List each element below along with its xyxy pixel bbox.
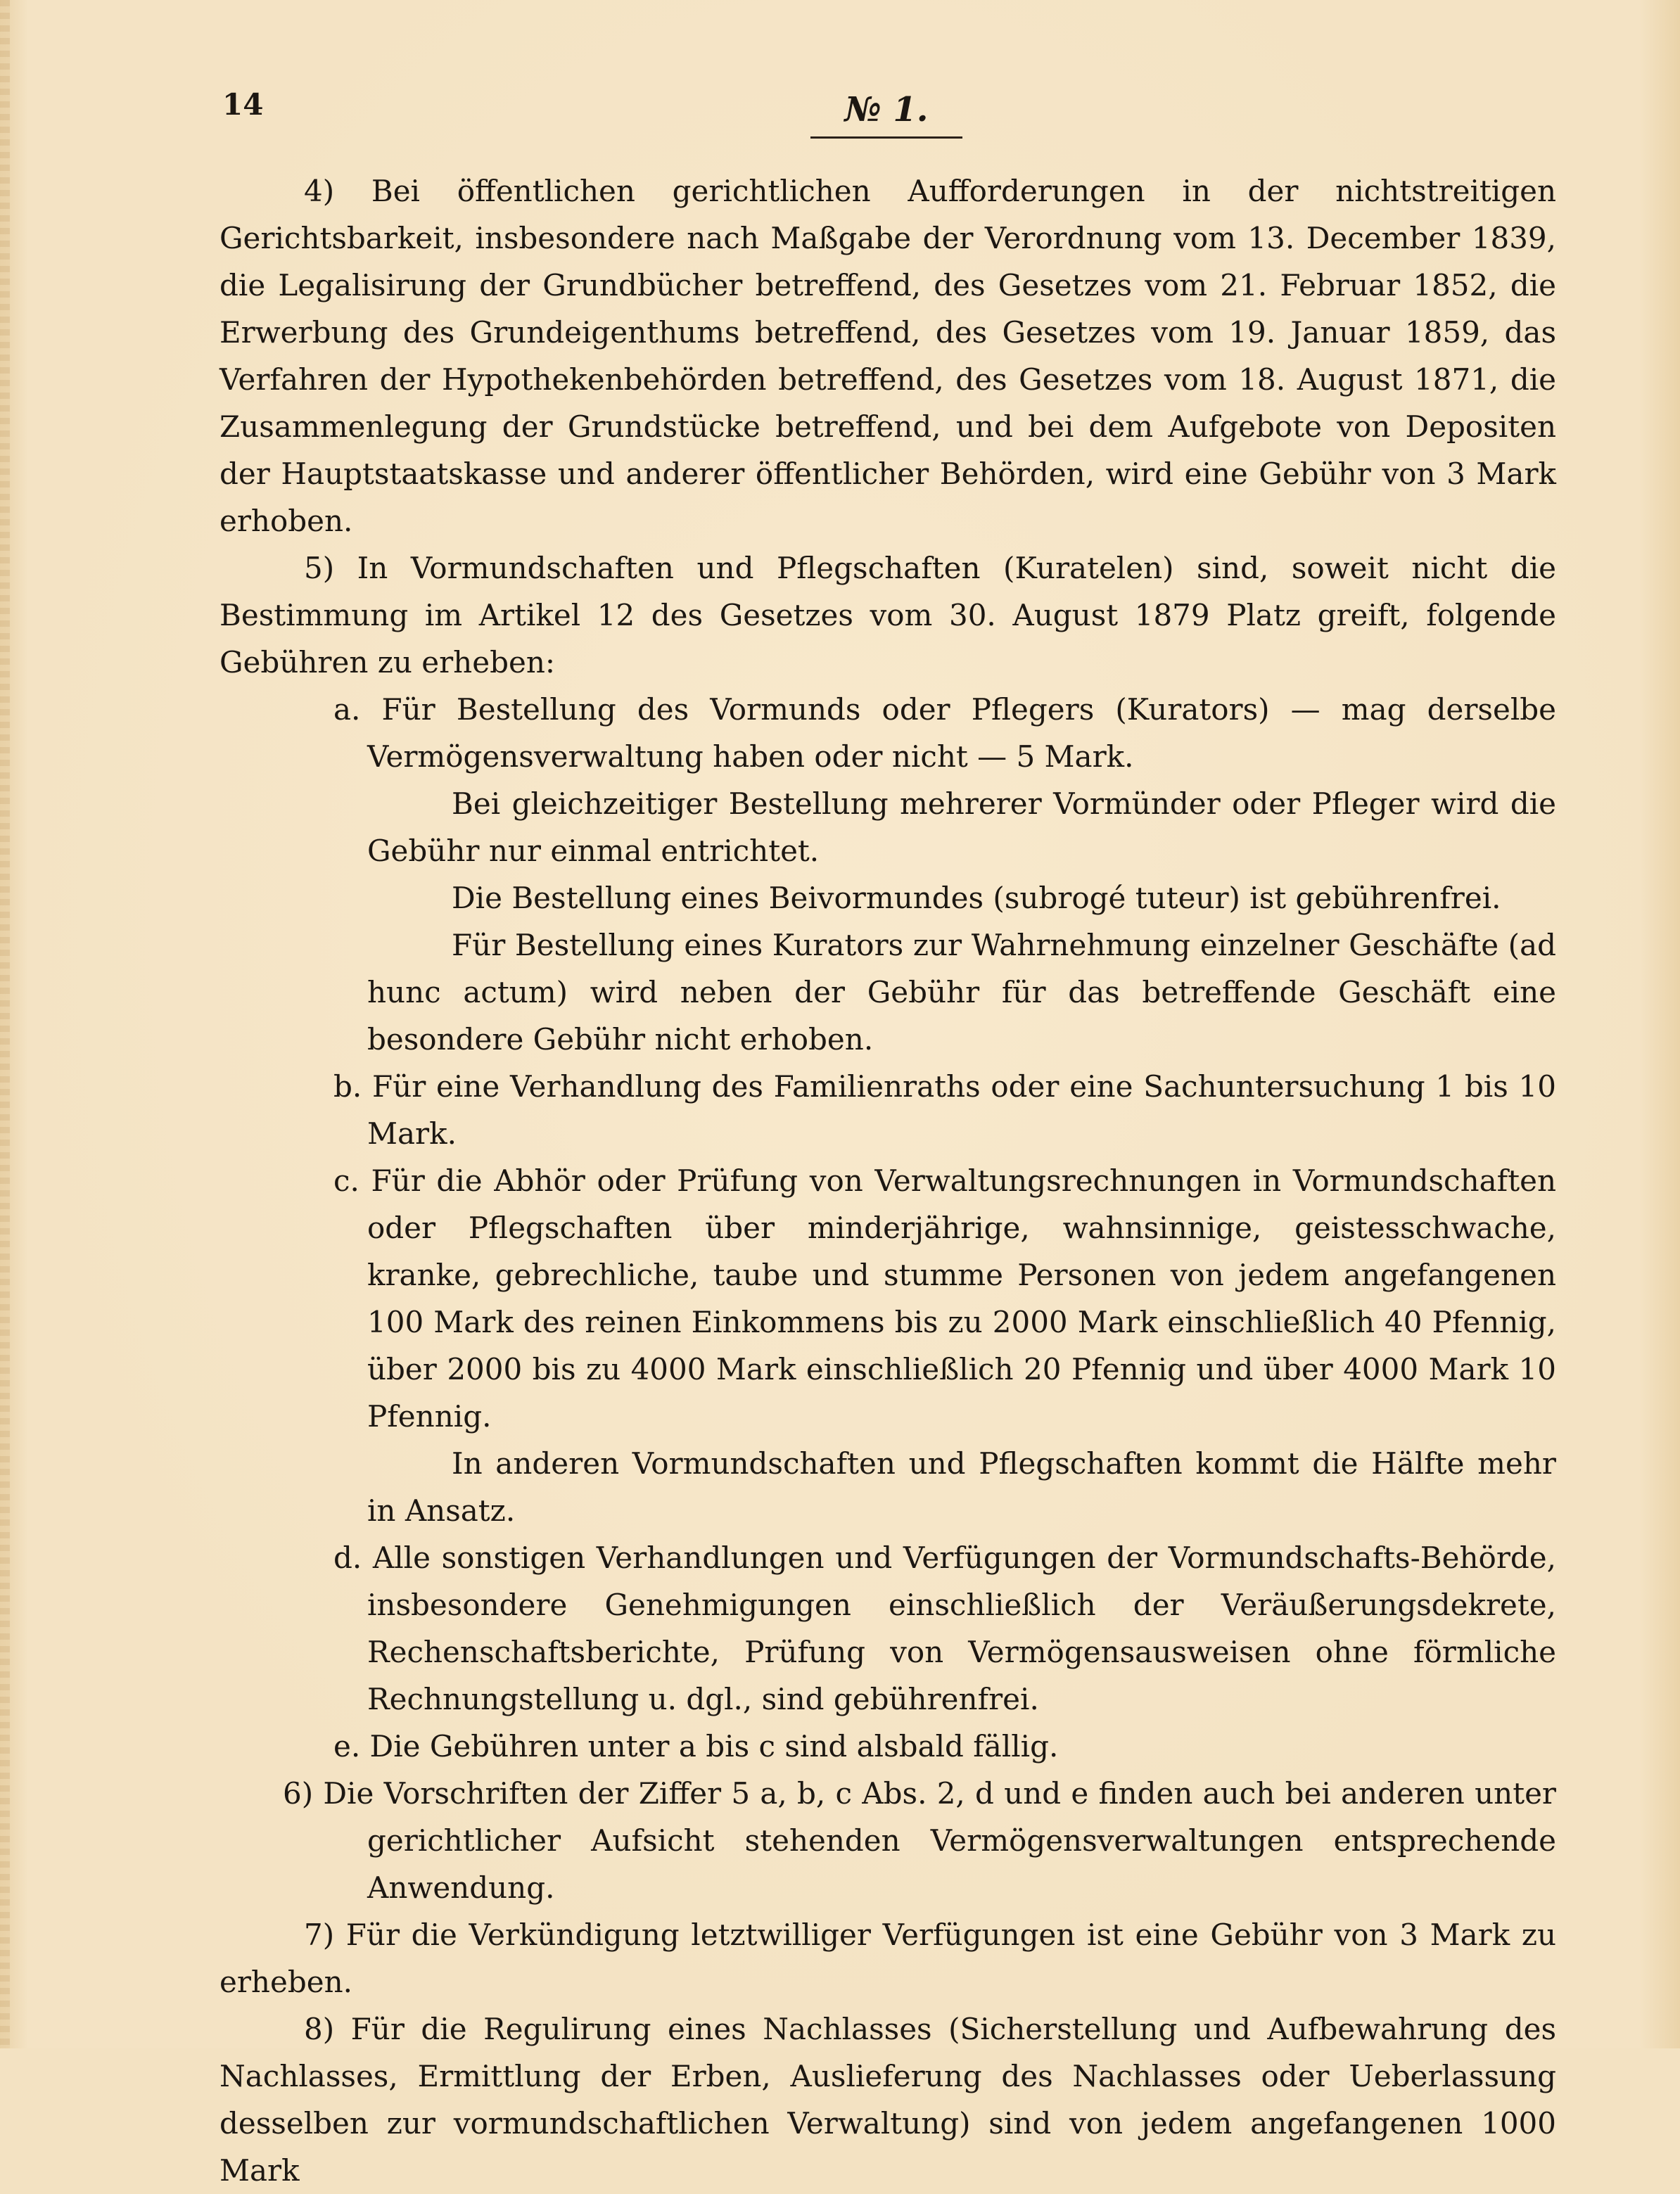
paragraph-6: 6) Die Vorschriften der Ziffer 5 a, b, c Abs. 2, d und e finden auch bei anderen unter gerichtlicher Aufsicht stehenden Vermögensverwaltungen entsprechende Anwendung. — [283, 1776, 1556, 1905]
issue-number: № 1. — [844, 90, 929, 129]
item-a-note-2: Die Bestellung eines Beivormundes (subrogé tuteur) ist gebührenfrei. — [452, 881, 1501, 915]
document-body — [219, 167, 1556, 2194]
item-b: b. Für eine Verhandlung des Familienraths oder eine Sachuntersuchung 1 bis 10 Mark. — [333, 1069, 1556, 1151]
item-e: e. Die Gebühren unter a bis c sind alsbald fällig. — [333, 1729, 1059, 1764]
item-c: c. Für die Abhör oder Prüfung von Verwaltungsrechnungen in Vormundschaften oder Pflegschaften über minderjährige, wahnsinnige, geistesschwache, kranke, gebrechliche, taube und stumme Personen von jedem angefangenen 100 Mark des reinen Einkommens bis zu 2000 Mark einschließlich 40 Pfennig, über 2000 bis zu 4000 Mark einschließlich 20 Pfennig und über 4000 Mark 10 Pfennig. — [333, 1163, 1556, 1434]
page-number: 14 — [222, 87, 264, 122]
header-underline — [810, 136, 962, 139]
paragraph-7: 7) Für die Verkündigung letztwilliger Verfügungen ist eine Gebühr von 3 Mark zu erheben. — [219, 1918, 1556, 1999]
item-a-note-3: Für Bestellung eines Kurators zur Wahrnehmung einzelner Geschäfte (ad hunc actum) wird neben der Gebühr für das betreffende Geschäft eine besondere Gebühr nicht erhoben. — [367, 928, 1556, 1057]
paragraph-5: 5) In Vormundschaften und Pflegschaften (Kuratelen) sind, soweit nicht die Bestimmung im Artikel 12 des Gesetzes vom 30. August 1879 Platz greift, folgende Gebühren zu erheben: — [219, 551, 1556, 680]
item-c-note: In anderen Vormundschaften und Pflegschaften kommt die Hälfte mehr in Ansatz. — [367, 1446, 1556, 1528]
paper-edge — [0, 0, 10, 2048]
item-d: d. Alle sonstigen Verhandlungen und Verfügungen der Vormundschafts-Behörde, insbesondere Genehmigungen einschließlich der Veräußerungsdekrete, Rechenschaftsberichte, Prüfung von Vermögensausweisen ohne förmliche Rechnungstellung u. dgl., sind gebührenfrei. — [333, 1541, 1556, 1716]
paragraph-8: 8) Für die Regulirung eines Nachlasses (Sicherstellung und Aufbewahrung des Nachlasses, Ermittlung der Erben, Auslieferung des Nachlasses oder Ueberlassung desselben zur vormundschaftlichen Verwaltung) sind von jedem angefangenen 1000 Mark — [219, 2012, 1556, 2188]
paragraph-4: 4) Bei öffentlichen gerichtlichen Aufforderungen in der nichtstreitigen Gerichtsbarkeit, insbesondere nach Maßgabe der Verordnung vom 13. December 1839, die Legalisirung der Grundbücher betreffend, des Gesetzes vom 21. Februar 1852, die Erwerbung des Grundeigenthums betreffend, des Gesetzes vom 19. Januar 1859, das Verfahren der Hypothekenbehörden betreffend, des Gesetzes vom 18. August 1871, die Zusammenlegung der Grundstücke betreffend, und bei dem Aufgebote von Depositen der Hauptstaatskasse und anderer öffentlicher Behörden, wird eine Gebühr von 3 Mark erhoben. — [219, 174, 1556, 538]
item-a-note-1: Bei gleichzeitiger Bestellung mehrerer Vormünder oder Pfleger wird die Gebühr nur einmal entrichtet. — [367, 786, 1556, 868]
item-a: a. Für Bestellung des Vormunds oder Pflegers (Kurators) — mag derselbe Vermögensverwaltung haben oder nicht — 5 Mark. — [333, 692, 1556, 774]
